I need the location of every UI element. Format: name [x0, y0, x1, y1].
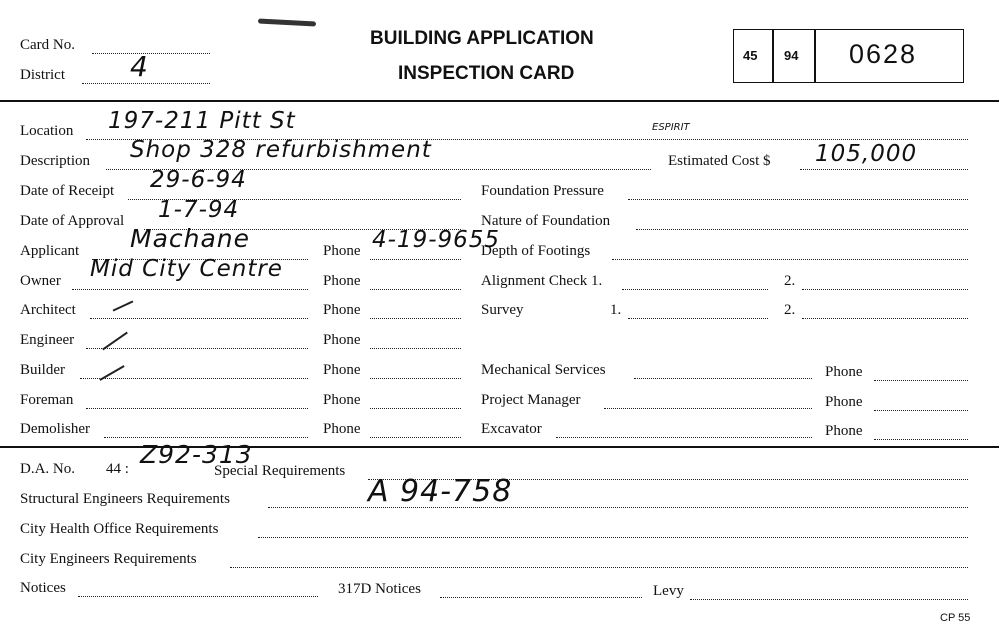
structural-label: Structural Engineers Requirements	[20, 491, 230, 507]
estimated-cost-value: 105,000	[815, 141, 918, 167]
notices-label: Notices	[20, 580, 66, 596]
architect-phone-label: Phone	[323, 302, 361, 318]
health-label: City Health Office Requirements	[20, 521, 219, 537]
foundation-pressure-field[interactable]	[628, 199, 968, 200]
structural-field[interactable]	[268, 507, 968, 508]
foundation-pressure-label: Foundation Pressure	[481, 183, 604, 199]
engineer-phone-label: Phone	[323, 332, 361, 348]
district-label: District	[20, 67, 65, 83]
header-divider	[0, 100, 999, 102]
location-label: Location	[20, 123, 74, 139]
owner-value: Mid City Centre	[90, 256, 283, 282]
architect-label: Architect	[20, 302, 76, 318]
alignment-check-label: Alignment Check 1.	[481, 273, 603, 289]
survey-1-field[interactable]	[628, 318, 768, 319]
project-manager-label: Project Manager	[481, 392, 581, 408]
mechanical-phone-label: Phone	[825, 364, 863, 380]
project-manager-phone-label: Phone	[825, 394, 863, 410]
applicant-phone-field[interactable]	[370, 259, 461, 260]
nature-foundation-field[interactable]	[636, 229, 968, 230]
card-no-field[interactable]	[92, 53, 210, 54]
box-number: 0628	[849, 39, 918, 69]
builder-phone-label: Phone	[323, 362, 361, 378]
da-prefix: 44 :	[106, 461, 129, 477]
demolisher-phone-label: Phone	[323, 421, 361, 437]
location-value: 197-211 Pitt St	[108, 108, 296, 134]
alignment-two-label: 2.	[784, 273, 796, 289]
builder-field[interactable]	[80, 378, 308, 379]
engineer-field[interactable]	[86, 348, 308, 349]
date-receipt-label: Date of Receipt	[20, 183, 115, 199]
survey-label: Survey	[481, 302, 524, 318]
district-field[interactable]	[82, 83, 210, 84]
health-field[interactable]	[258, 537, 968, 538]
box-b: 94	[784, 48, 799, 63]
district-value: 4	[130, 50, 149, 83]
city-engineers-field[interactable]	[230, 567, 968, 568]
applicant-label: Applicant	[20, 243, 80, 259]
depth-footings-field[interactable]	[612, 259, 968, 260]
pen-mark	[258, 18, 316, 26]
excavator-phone-field[interactable]	[874, 439, 968, 440]
builder-phone-field[interactable]	[370, 378, 461, 379]
special-requirements-value: A 94-758	[368, 474, 513, 509]
engineer-label: Engineer	[20, 332, 75, 348]
description-label: Description	[20, 153, 90, 169]
title-line-2: INSPECTION CARD	[398, 63, 575, 84]
date-receipt-value: 29-6-94	[150, 167, 247, 193]
estimated-cost-label: Estimated Cost $	[668, 153, 771, 169]
demolisher-label: Demolisher	[20, 421, 90, 437]
form-code: CP 55	[940, 612, 971, 624]
card-number-box	[733, 29, 964, 83]
levy-label: Levy	[653, 583, 684, 599]
architect-phone-field[interactable]	[370, 318, 461, 319]
excavator-phone-label: Phone	[825, 423, 863, 439]
notices-317d-field[interactable]	[440, 597, 642, 598]
excavator-label: Excavator	[481, 421, 542, 437]
survey-one-label: 1.	[610, 302, 622, 318]
applicant-phone-label: Phone	[323, 243, 361, 259]
estimated-cost-field[interactable]	[800, 169, 968, 170]
da-no-label: D.A. No.	[20, 461, 75, 477]
architect-field[interactable]	[90, 318, 308, 319]
alignment-check-1-field[interactable]	[622, 289, 768, 290]
mechanical-label: Mechanical Services	[481, 362, 606, 378]
applicant-phone-value: 4-19-9655	[372, 227, 501, 253]
demolisher-phone-field[interactable]	[370, 437, 461, 438]
notices-317d-label: 317D Notices	[338, 581, 421, 597]
survey-2-field[interactable]	[802, 318, 968, 319]
box-a: 45	[743, 48, 758, 63]
foreman-phone-label: Phone	[323, 392, 361, 408]
survey-two-label: 2.	[784, 302, 796, 318]
architect-tick	[113, 300, 134, 311]
owner-phone-field[interactable]	[370, 289, 461, 290]
special-requirements-label: Special Requirements	[214, 463, 346, 479]
project-manager-field[interactable]	[604, 408, 812, 409]
mechanical-phone-field[interactable]	[874, 380, 968, 381]
alignment-check-2-field[interactable]	[802, 289, 968, 290]
project-manager-phone-field[interactable]	[874, 410, 968, 411]
owner-label: Owner	[20, 273, 61, 289]
owner-field[interactable]	[72, 289, 308, 290]
title-line-1: BUILDING APPLICATION	[370, 28, 594, 49]
card-no-label: Card No.	[20, 37, 75, 53]
engineer-phone-field[interactable]	[370, 348, 461, 349]
excavator-field[interactable]	[556, 437, 812, 438]
demolisher-field[interactable]	[104, 437, 308, 438]
foreman-field[interactable]	[86, 408, 308, 409]
depth-footings-label: Depth of Footings	[481, 243, 591, 259]
nature-foundation-label: Nature of Foundation	[481, 213, 611, 229]
location-note: ESPIRIT	[652, 122, 690, 133]
foreman-phone-field[interactable]	[370, 408, 461, 409]
owner-phone-label: Phone	[323, 273, 361, 289]
date-approval-value: 1-7-94	[158, 197, 240, 223]
description-value: Shop 328 refurbishment	[130, 137, 432, 163]
city-engineers-label: City Engineers Requirements	[20, 551, 197, 567]
notices-field[interactable]	[78, 596, 318, 597]
applicant-value: Machane	[130, 224, 251, 253]
mechanical-field[interactable]	[634, 378, 812, 379]
foreman-label: Foreman	[20, 392, 74, 408]
date-approval-label: Date of Approval	[20, 213, 125, 229]
levy-field[interactable]	[690, 599, 968, 600]
builder-label: Builder	[20, 362, 65, 378]
da-value: Z92-313	[140, 440, 253, 469]
